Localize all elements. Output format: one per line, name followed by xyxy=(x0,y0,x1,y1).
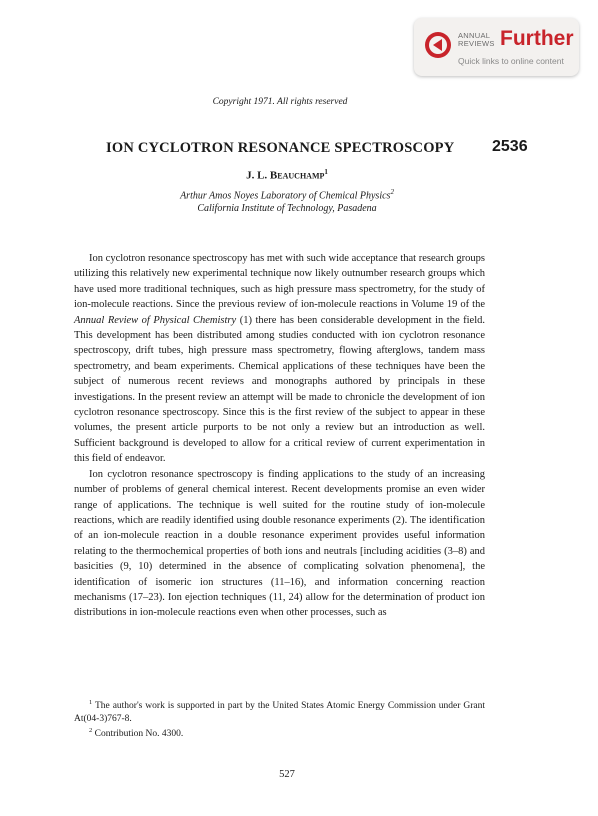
page-number: 527 xyxy=(279,769,295,780)
author-surname: eauchamp xyxy=(277,169,325,182)
further-subtitle: Quick links to online content xyxy=(458,56,564,66)
footnotes xyxy=(74,697,485,741)
annual-reviews-label: ANNUAL REVIEWS xyxy=(458,31,495,48)
paragraph: Ion cyclotron resonance spectroscopy has met with such wide acceptance that research groups utilizing this relatively new experimental technique now likely outnumber research groups which have used more traditional techniques, such as high pressure mass spectrometry, for the study of ion-molecule reactions. Since the previous review of ion-molecule reactions in Volume 19 of the Annual Review of Physical Chemistry (1) there has been considerable development in the field. This development has been distributed among studies conducted with ion cyclotron resonance spectroscopy, drift tubes, high pressure mass spectrometry, flowing afterglows, tandem mass spectrometry, and beam experiments. Chemical applications of these techniques have been the subject of numerous recent reviews and monographs authored by principals in these investigations. In the present review an attempt will be made to chronicle the development of ion cyclotron resonance spectroscopy. Since this is the first review of the subject to appear in these volumes, the present article purports to be not only a review but an introduction as well. Sufficient background is developed to allow for a critical review of current experimentation in this field of endeavor. xyxy=(74,253,485,465)
affiliation-line-2: California Institute of Technology, Pasadena xyxy=(197,203,377,214)
further-wordmark: Further xyxy=(500,27,574,50)
body-text xyxy=(74,251,485,621)
annual-reviews-further-badge[interactable] xyxy=(414,18,579,76)
footnote: $^2$ Contribution No. 4300. xyxy=(89,727,184,740)
further-logo-icon xyxy=(424,31,452,59)
affiliation-line-1: Arthur Amos Noyes Laboratory of Chemical Physics$^2$ xyxy=(180,188,394,202)
author-footnote-mark: 1 xyxy=(324,168,328,176)
footnote: $^1$ The author's work is supported in part by the United States Atomic Energy Commission under Grant At(04-3)767-8. xyxy=(74,699,485,724)
paragraph: Ion cyclotron resonance spectroscopy is finding applications to the study of an increasing number of problems of general chemical interest. Recent developments promise an even wider range of applications. The technique is well suited for the routine study of ion-molecule reactions, which are readily identified using double resonance experiments (2). The identification of an ion-molecule reaction in a double resonance experiment provides useful information relating to the thermochemical properties of both ions and neutrals [including acidities (3–8) and basicities (9, 10) determined in the absence of complicating solvation phenomena], the identification of isomeric ion structures (11–16), and information concerning reaction mechanisms (17–23). Ion ejection techniques (11, 24) allow for the determination of product ion distributions in ion-molecule reactions even when other processes, such as xyxy=(74,468,485,619)
article-code: 2536 xyxy=(492,138,528,155)
copyright-line: Copyright 1971. All rights reserved xyxy=(212,97,348,107)
article-title: ION CYCLOTRON RESONANCE SPECTROSCOPY xyxy=(106,140,455,156)
author-initials: J. L. B xyxy=(246,169,278,182)
author-line xyxy=(0,168,574,182)
